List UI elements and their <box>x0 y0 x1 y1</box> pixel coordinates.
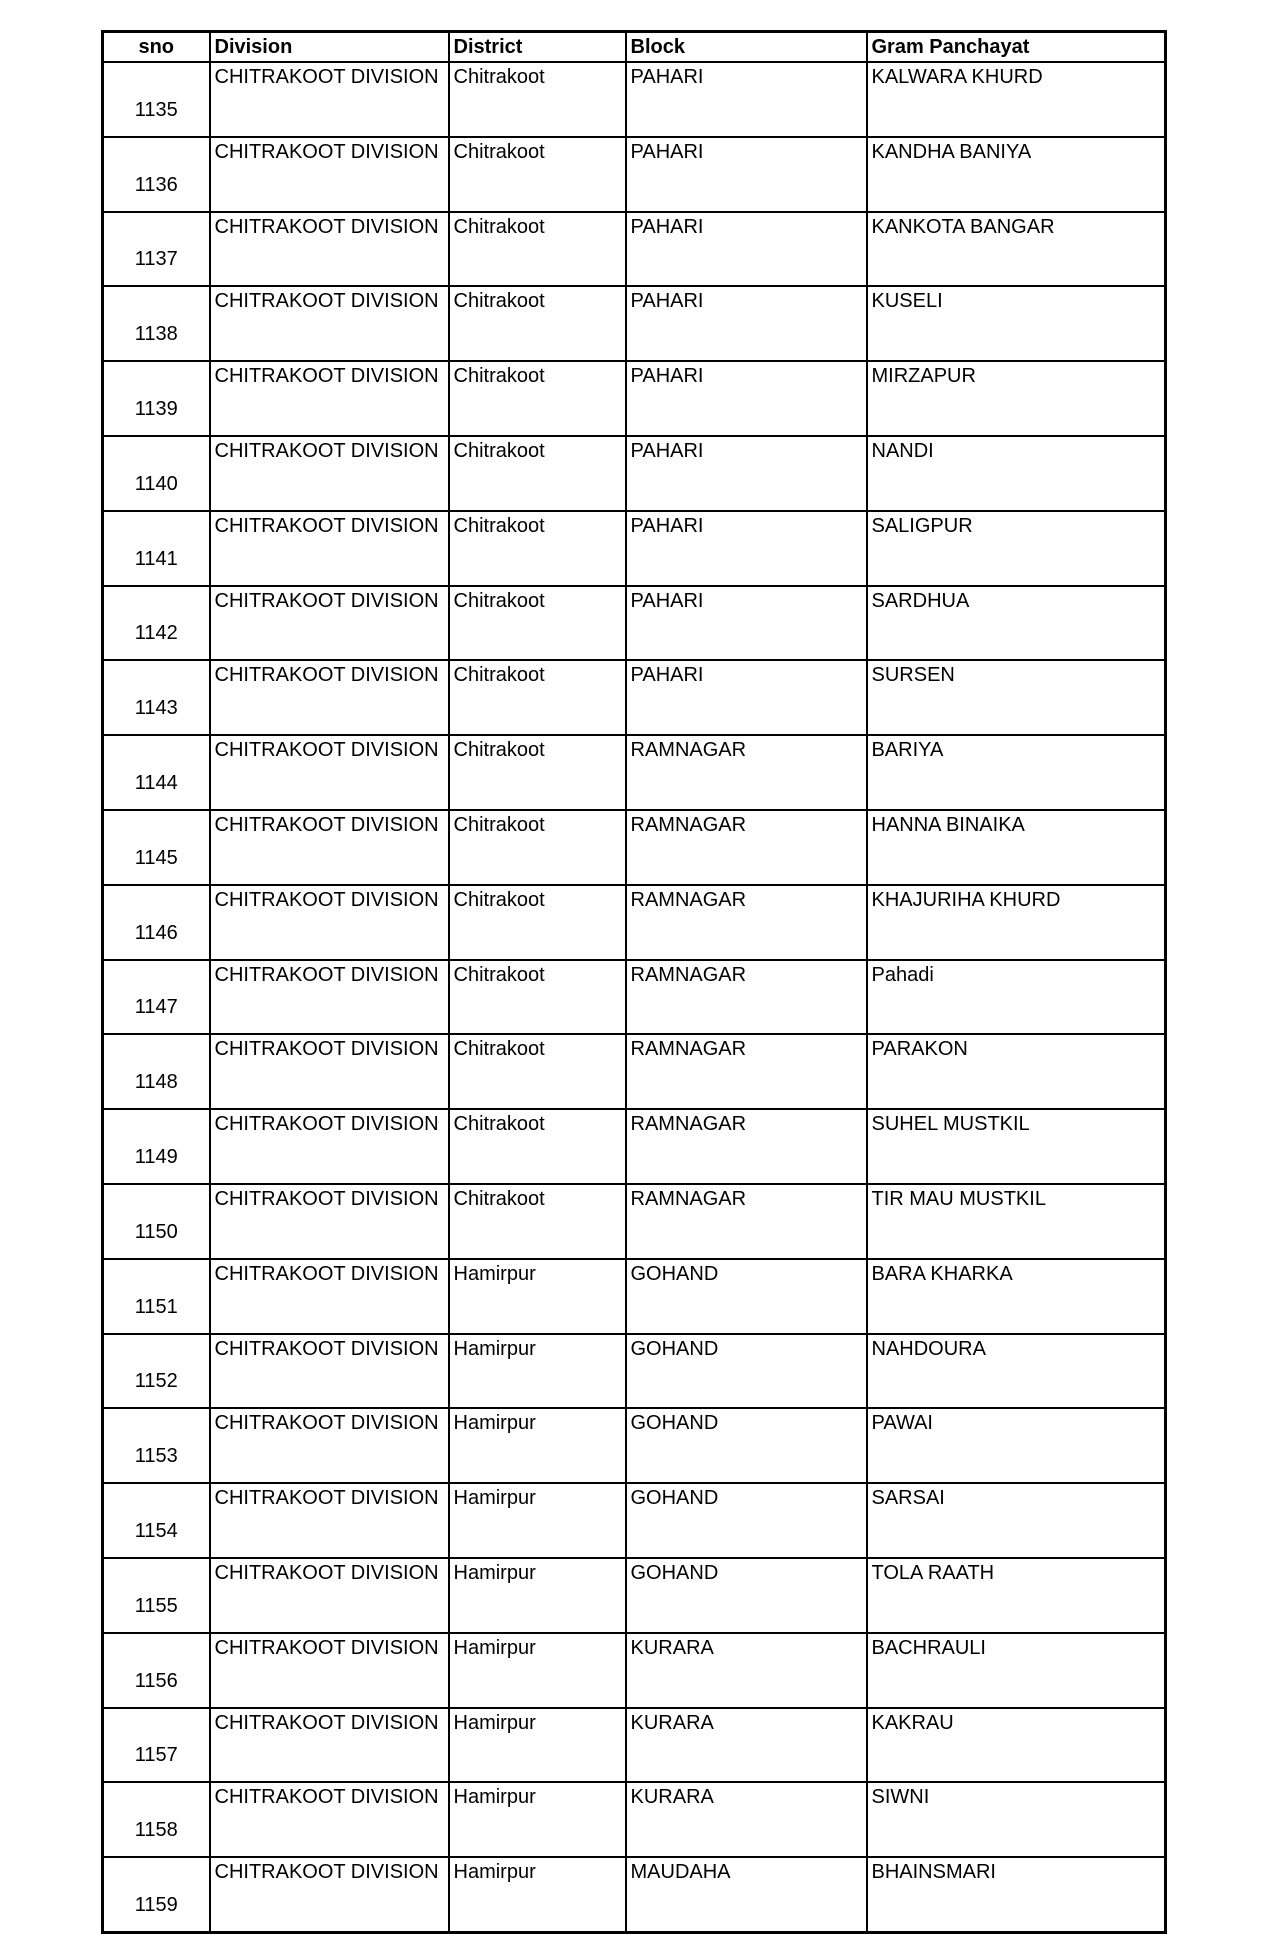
district-cell: Chitrakoot <box>449 1109 626 1184</box>
table-row <box>103 735 1166 810</box>
block-cell: PAHARI <box>626 586 867 661</box>
block-cell: RAMNAGAR <box>626 810 867 885</box>
gram-panchayat-cell: SURSEN <box>867 660 1166 735</box>
gram-panchayat-cell: BARIYA <box>867 735 1166 810</box>
gram-panchayat-cell: NAHDOURA <box>867 1334 1166 1409</box>
block-cell: GOHAND <box>626 1334 867 1409</box>
division-cell: CHITRAKOOT DIVISION <box>210 286 449 361</box>
division-cell: CHITRAKOOT DIVISION <box>210 1034 449 1109</box>
block-cell: PAHARI <box>626 137 867 212</box>
block-cell: GOHAND <box>626 1483 867 1558</box>
table-row <box>103 586 1166 661</box>
sno-cell: 1143 <box>103 660 210 735</box>
division-cell: CHITRAKOOT DIVISION <box>210 1184 449 1259</box>
division-cell: CHITRAKOOT DIVISION <box>210 885 449 960</box>
sno-cell: 1157 <box>103 1708 210 1783</box>
sno-cell: 1154 <box>103 1483 210 1558</box>
gram-panchayat-cell: KANKOTA BANGAR <box>867 212 1166 287</box>
gram-panchayat-cell: KANDHA BANIYA <box>867 137 1166 212</box>
gram-panchayat-cell: KAKRAU <box>867 1708 1166 1783</box>
table-row <box>103 1109 1166 1184</box>
block-cell: PAHARI <box>626 62 867 137</box>
district-cell: Chitrakoot <box>449 286 626 361</box>
sno-cell: 1144 <box>103 735 210 810</box>
division-cell: CHITRAKOOT DIVISION <box>210 1857 449 1932</box>
table-row <box>103 660 1166 735</box>
table-row <box>103 1408 1166 1483</box>
sno-cell: 1159 <box>103 1857 210 1932</box>
sno-cell: 1152 <box>103 1334 210 1409</box>
gram-panchayat-cell: SARDHUA <box>867 586 1166 661</box>
sno-cell: 1137 <box>103 212 210 287</box>
table-row <box>103 361 1166 436</box>
block-cell: RAMNAGAR <box>626 960 867 1035</box>
district-cell: Hamirpur <box>449 1633 626 1708</box>
table-row <box>103 1034 1166 1109</box>
sno-cell: 1140 <box>103 436 210 511</box>
block-cell: RAMNAGAR <box>626 1034 867 1109</box>
district-cell: Hamirpur <box>449 1708 626 1783</box>
district-cell: Chitrakoot <box>449 212 626 287</box>
block-cell: GOHAND <box>626 1408 867 1483</box>
gram-panchayat-cell: KUSELI <box>867 286 1166 361</box>
gram-panchayat-cell: SARSAI <box>867 1483 1166 1558</box>
district-cell: Hamirpur <box>449 1782 626 1857</box>
division-cell: CHITRAKOOT DIVISION <box>210 137 449 212</box>
sno-cell: 1146 <box>103 885 210 960</box>
gram-panchayat-cell: HANNA BINAIKA <box>867 810 1166 885</box>
district-cell: Chitrakoot <box>449 361 626 436</box>
header-division: Division <box>210 32 449 63</box>
header-sno: sno <box>103 32 210 63</box>
district-cell: Hamirpur <box>449 1558 626 1633</box>
district-cell: Hamirpur <box>449 1857 626 1932</box>
gram-panchayat-table <box>101 30 1167 1934</box>
division-cell: CHITRAKOOT DIVISION <box>210 1633 449 1708</box>
district-cell: Hamirpur <box>449 1259 626 1334</box>
division-cell: CHITRAKOOT DIVISION <box>210 62 449 137</box>
gram-panchayat-list-sheet <box>101 30 1164 1934</box>
division-cell: CHITRAKOOT DIVISION <box>210 511 449 586</box>
gram-panchayat-cell: SALIGPUR <box>867 511 1166 586</box>
header-district: District <box>449 32 626 63</box>
table-row <box>103 286 1166 361</box>
district-cell: Chitrakoot <box>449 810 626 885</box>
sno-cell: 1147 <box>103 960 210 1035</box>
district-cell: Chitrakoot <box>449 436 626 511</box>
gram-panchayat-cell: SIWNI <box>867 1782 1166 1857</box>
table-row <box>103 1857 1166 1932</box>
sno-cell: 1142 <box>103 586 210 661</box>
sno-cell: 1155 <box>103 1558 210 1633</box>
block-cell: PAHARI <box>626 511 867 586</box>
table-row <box>103 1558 1166 1633</box>
table-row <box>103 511 1166 586</box>
division-cell: CHITRAKOOT DIVISION <box>210 960 449 1035</box>
sno-cell: 1151 <box>103 1259 210 1334</box>
gram-panchayat-cell: TIR MAU MUSTKIL <box>867 1184 1166 1259</box>
division-cell: CHITRAKOOT DIVISION <box>210 1109 449 1184</box>
sno-cell: 1139 <box>103 361 210 436</box>
table-row <box>103 62 1166 137</box>
sno-cell: 1156 <box>103 1633 210 1708</box>
sno-cell: 1153 <box>103 1408 210 1483</box>
sno-cell: 1145 <box>103 810 210 885</box>
table-row <box>103 885 1166 960</box>
block-cell: GOHAND <box>626 1259 867 1334</box>
district-cell: Chitrakoot <box>449 660 626 735</box>
table-row <box>103 1184 1166 1259</box>
division-cell: CHITRAKOOT DIVISION <box>210 1334 449 1409</box>
district-cell: Hamirpur <box>449 1408 626 1483</box>
table-header-row <box>103 32 1166 63</box>
gram-panchayat-cell: SUHEL MUSTKIL <box>867 1109 1166 1184</box>
table-row <box>103 436 1166 511</box>
table-row <box>103 137 1166 212</box>
sno-cell: 1150 <box>103 1184 210 1259</box>
sno-cell: 1138 <box>103 286 210 361</box>
district-cell: Chitrakoot <box>449 735 626 810</box>
table-row <box>103 1708 1166 1783</box>
gram-panchayat-cell: KALWARA KHURD <box>867 62 1166 137</box>
gram-panchayat-cell: BHAINSMARI <box>867 1857 1166 1932</box>
gram-panchayat-cell: KHAJURIHA KHURD <box>867 885 1166 960</box>
block-cell: KURARA <box>626 1782 867 1857</box>
district-cell: Hamirpur <box>449 1483 626 1558</box>
gram-panchayat-cell: BARA KHARKA <box>867 1259 1166 1334</box>
block-cell: RAMNAGAR <box>626 1109 867 1184</box>
sno-cell: 1149 <box>103 1109 210 1184</box>
district-cell: Hamirpur <box>449 1334 626 1409</box>
sno-cell: 1135 <box>103 62 210 137</box>
table-row <box>103 1483 1166 1558</box>
sno-cell: 1148 <box>103 1034 210 1109</box>
division-cell: CHITRAKOOT DIVISION <box>210 1558 449 1633</box>
gram-panchayat-cell: PARAKON <box>867 1034 1166 1109</box>
table-row <box>103 1782 1166 1857</box>
table-row <box>103 1259 1166 1334</box>
division-cell: CHITRAKOOT DIVISION <box>210 1708 449 1783</box>
division-cell: CHITRAKOOT DIVISION <box>210 735 449 810</box>
gram-panchayat-cell: Pahadi <box>867 960 1166 1035</box>
block-cell: RAMNAGAR <box>626 1184 867 1259</box>
district-cell: Chitrakoot <box>449 885 626 960</box>
block-cell: KURARA <box>626 1633 867 1708</box>
division-cell: CHITRAKOOT DIVISION <box>210 361 449 436</box>
division-cell: CHITRAKOOT DIVISION <box>210 810 449 885</box>
block-cell: RAMNAGAR <box>626 735 867 810</box>
division-cell: CHITRAKOOT DIVISION <box>210 1259 449 1334</box>
block-cell: PAHARI <box>626 212 867 287</box>
district-cell: Chitrakoot <box>449 586 626 661</box>
gram-panchayat-cell: TOLA RAATH <box>867 1558 1166 1633</box>
header-block: Block <box>626 32 867 63</box>
sno-cell: 1141 <box>103 511 210 586</box>
block-cell: KURARA <box>626 1708 867 1783</box>
gram-panchayat-cell: MIRZAPUR <box>867 361 1166 436</box>
division-cell: CHITRAKOOT DIVISION <box>210 1782 449 1857</box>
block-cell: RAMNAGAR <box>626 885 867 960</box>
table-row <box>103 212 1166 287</box>
gram-panchayat-cell: NANDI <box>867 436 1166 511</box>
division-cell: CHITRAKOOT DIVISION <box>210 586 449 661</box>
division-cell: CHITRAKOOT DIVISION <box>210 212 449 287</box>
block-cell: PAHARI <box>626 660 867 735</box>
table-row <box>103 1334 1166 1409</box>
district-cell: Chitrakoot <box>449 62 626 137</box>
division-cell: CHITRAKOOT DIVISION <box>210 1408 449 1483</box>
division-cell: CHITRAKOOT DIVISION <box>210 660 449 735</box>
district-cell: Chitrakoot <box>449 1184 626 1259</box>
district-cell: Chitrakoot <box>449 960 626 1035</box>
sno-cell: 1158 <box>103 1782 210 1857</box>
block-cell: MAUDAHA <box>626 1857 867 1932</box>
block-cell: PAHARI <box>626 436 867 511</box>
district-cell: Chitrakoot <box>449 137 626 212</box>
gram-panchayat-cell: BACHRAULI <box>867 1633 1166 1708</box>
block-cell: PAHARI <box>626 286 867 361</box>
district-cell: Chitrakoot <box>449 1034 626 1109</box>
table-row <box>103 1633 1166 1708</box>
division-cell: CHITRAKOOT DIVISION <box>210 436 449 511</box>
gram-panchayat-cell: PAWAI <box>867 1408 1166 1483</box>
block-cell: PAHARI <box>626 361 867 436</box>
sno-cell: 1136 <box>103 137 210 212</box>
block-cell: GOHAND <box>626 1558 867 1633</box>
header-gram-panchayat: Gram Panchayat <box>867 32 1166 63</box>
table-row <box>103 960 1166 1035</box>
table-row <box>103 810 1166 885</box>
division-cell: CHITRAKOOT DIVISION <box>210 1483 449 1558</box>
district-cell: Chitrakoot <box>449 511 626 586</box>
